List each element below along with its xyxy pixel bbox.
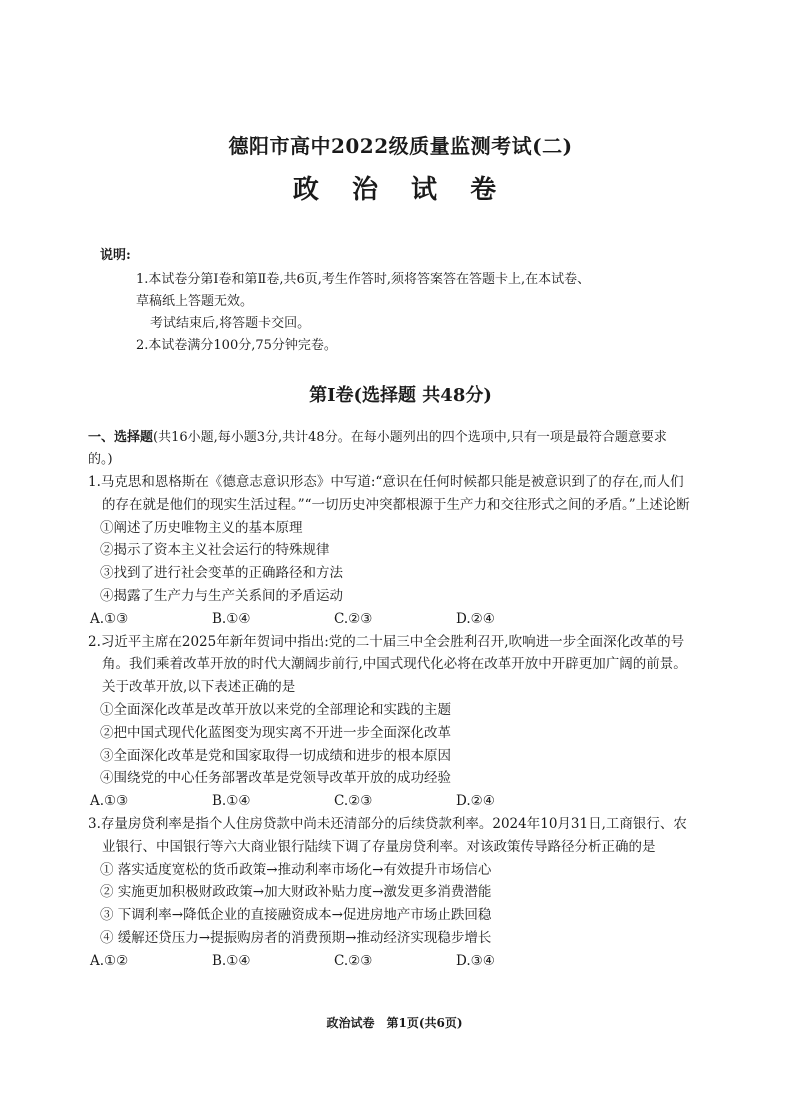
section-desc: (共16小题,每小题3分,共计48分。在每小题列出的四个选项中,只有一项是最符合题意要求的。) xyxy=(88,430,667,467)
choice-d: D.③④ xyxy=(456,952,495,969)
answer-choices xyxy=(88,608,691,631)
choice-c: C.②③ xyxy=(334,610,373,627)
question-stem: 1.马克思和恩格斯在《德意志意识形态》中写道:“意识在任何时候都只能是被意识到了的存在,而人们的存在就是他们的现实生活过程。”“一切历史冲突都根源于生产力和交往形式之间的矛盾。”上述论断 xyxy=(88,474,690,513)
choice-b: B.①④ xyxy=(212,610,251,627)
question-option: ③ 下调利率→降低企业的直接融资成本→促进房地产市场止跌回稳 xyxy=(100,907,492,924)
choice-c: C.②③ xyxy=(334,793,373,810)
page-footer: 政治试卷 第1页(共6页) xyxy=(326,1016,463,1030)
question-option: ④围绕党的中心任务部署改革是党领导改革开放的成功经验 xyxy=(100,770,451,787)
choice-b: B.①④ xyxy=(212,793,251,810)
question-stem: 2.习近平主席在2025年新年贺词中指出:党的二十届三中全会胜利召开,吹响进一步全面深化改革的号角。我们乘着改革开放的时代大潮阔步前行,中国式现代化必将在改革开放中开辟更加广阔的前景。关于改革开放,以下表述正确的是 xyxy=(88,633,687,696)
section-intro xyxy=(88,427,691,471)
choice-c: C.②③ xyxy=(334,952,373,969)
question-option: ②把中国式现代化蓝图变为现实离不开进一步全面深化改革 xyxy=(100,724,451,741)
note-line-3: 2.本试卷满分100分,75分钟完卷。 xyxy=(136,338,337,353)
question-option: ④ 缓解还贷压力→提振购房者的消费预期→推动经济实现稳步增长 xyxy=(100,929,492,946)
question-option: ①阐述了历史唯物主义的基本原理 xyxy=(100,519,303,536)
note-line-2: 考试结束后,将答题卡交回。 xyxy=(150,316,311,331)
note-line-1b: 草稿纸上答题无效。 xyxy=(136,294,254,309)
question-option: ③全面深化改革是党和国家取得一切成绩和进步的根本原因 xyxy=(100,747,451,764)
choice-a: A.①③ xyxy=(90,793,129,810)
question-option: ① 落实适度宽松的货币政策→推动利率市场化→有效提升市场信心 xyxy=(100,861,492,878)
question-option: ②揭示了资本主义社会运行的特殊规律 xyxy=(100,542,330,559)
question-option: ①全面深化改革是改革开放以来党的全部理论和实践的主题 xyxy=(100,701,451,718)
choice-b: B.①④ xyxy=(212,952,251,969)
notes-block xyxy=(136,269,691,357)
question-1 xyxy=(88,471,691,631)
question-stem: 3.存量房贷利率是指个人住房贷款中尚未还清部分的后续贷款利率。2024年10月31日,工商银行、农业银行、中国银行等六大商业银行陆续下调了存量房贷利率。对该政策传导路径分析正确的是 xyxy=(88,815,687,855)
exam-title: 德阳市高中2022级质量监测考试(二) xyxy=(228,134,573,158)
notes-heading: 说明: xyxy=(100,248,131,263)
choice-d: D.②④ xyxy=(456,610,495,627)
question-2 xyxy=(88,631,691,813)
question-3 xyxy=(88,813,691,973)
question-option: ② 实施更加积极财政政策→加大财政补贴力度→激发更多消费潜能 xyxy=(100,884,492,901)
question-option: ④揭露了生产力与生产关系间的矛盾运动 xyxy=(100,587,343,604)
choice-a: A.①② xyxy=(90,952,129,969)
subject-title: 政 治 试 卷 xyxy=(292,175,509,205)
choice-a: A.①③ xyxy=(90,610,129,627)
answer-choices xyxy=(88,950,691,973)
answer-choices xyxy=(88,790,691,813)
note-line-1: 1.本试卷分第Ⅰ卷和第Ⅱ卷,共6页,考生作答时,须将答案答在答题卡上,在本试卷、 xyxy=(136,272,591,287)
choice-d: D.②④ xyxy=(456,793,495,810)
question-option: ③找到了进行社会变革的正确路径和方法 xyxy=(100,565,343,582)
section-label: 一、选择题 xyxy=(88,430,154,445)
volume-heading: 第Ⅰ卷(选择题 共48分) xyxy=(309,385,492,406)
